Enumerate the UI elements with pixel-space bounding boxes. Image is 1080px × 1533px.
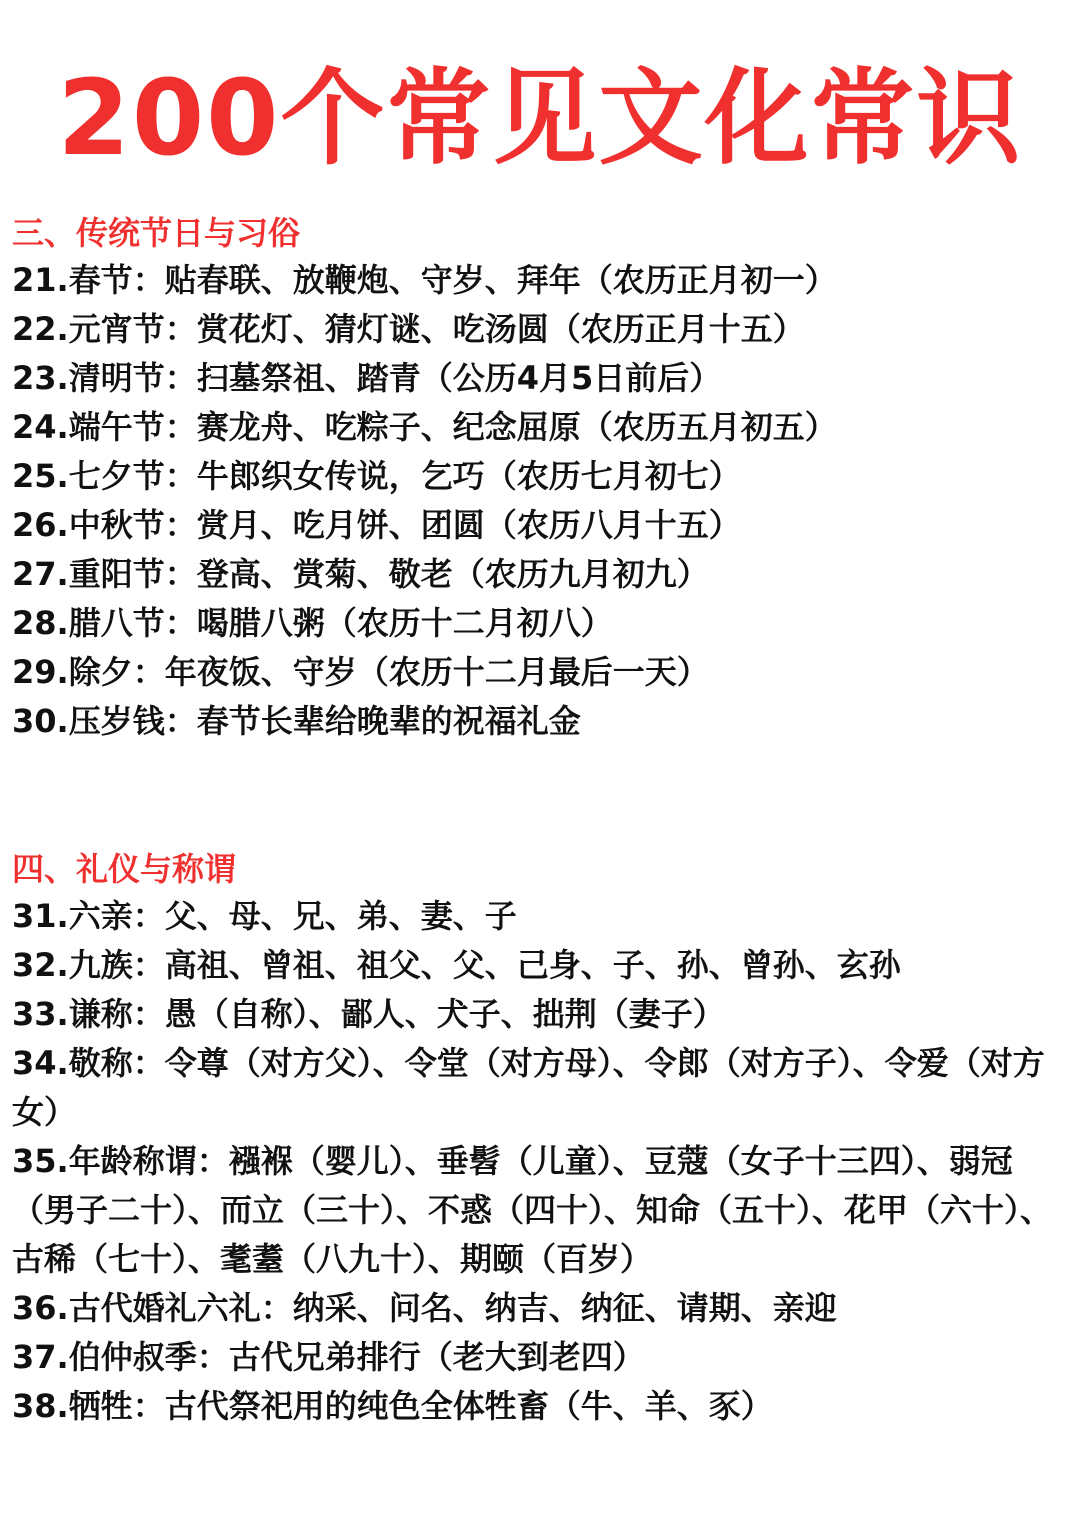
- list-item: 34.敬称：令尊（对方父）、令堂（对方母）、令郎（对方子）、令爱（对方女）: [12, 1044, 1045, 1131]
- list-item: 22.元宵节：赏花灯、猜灯谜、吃汤圆（农历正月十五）: [12, 310, 805, 348]
- list-item: 31.六亲：父、母、兄、弟、妻、子: [12, 897, 517, 935]
- list-item: 28.腊八节：喝腊八粥（农历十二月初八）: [12, 604, 613, 642]
- page-title: 200个常见文化常识: [57, 57, 1023, 179]
- list-item: 25.七夕节：牛郎织女传说，乞巧（农历七月初七）: [12, 457, 741, 495]
- list-item: 38.牺牲：古代祭祀用的纯色全体牲畜（牛、羊、豕）: [12, 1387, 773, 1425]
- section-etiquette-titles: [12, 846, 1072, 1431]
- list-item: 26.中秋节：赏月、吃月饼、团圆（农历八月十五）: [12, 506, 741, 544]
- list-item: 35.年龄称谓：襁褓（婴儿）、垂髫（儿童）、豆蔻（女子十三四）、弱冠（男子二十）、而立（三十）、不惑（四十）、知命（五十）、花甲（六十）、古稀（七十）、耄耋（八九十）、期颐（百岁）: [12, 1142, 1053, 1278]
- list-item: 32.九族：高祖、曾祖、祖父、父、己身、子、孙、曾孙、玄孙: [12, 946, 901, 984]
- section-traditional-festivals: [12, 210, 1072, 746]
- list-item: 36.古代婚礼六礼：纳采、问名、纳吉、纳征、请期、亲迎: [12, 1289, 837, 1327]
- list-item: 29.除夕：年夜饭、守岁（农历十二月最后一天）: [12, 653, 709, 691]
- list-item: 23.清明节：扫墓祭祖、踏青（公历4月5日前后）: [12, 359, 722, 397]
- list-item: 33.谦称：愚（自称）、鄙人、犬子、拙荆（妻子）: [12, 995, 725, 1033]
- list-item: 27.重阳节：登高、赏菊、敬老（农历九月初九）: [12, 555, 709, 593]
- section-heading: 四、礼仪与称谓: [12, 850, 237, 888]
- list-item: 21.春节：贴春联、放鞭炮、守岁、拜年（农历正月初一）: [12, 261, 837, 299]
- list-item: 37.伯仲叔季：古代兄弟排行（老大到老四）: [12, 1338, 645, 1376]
- list-item: 24.端午节：赛龙舟、吃粽子、纪念屈原（农历五月初五）: [12, 408, 837, 446]
- section-heading: 三、传统节日与习俗: [12, 214, 301, 252]
- list-item: 30.压岁钱：春节长辈给晚辈的祝福礼金: [12, 702, 581, 740]
